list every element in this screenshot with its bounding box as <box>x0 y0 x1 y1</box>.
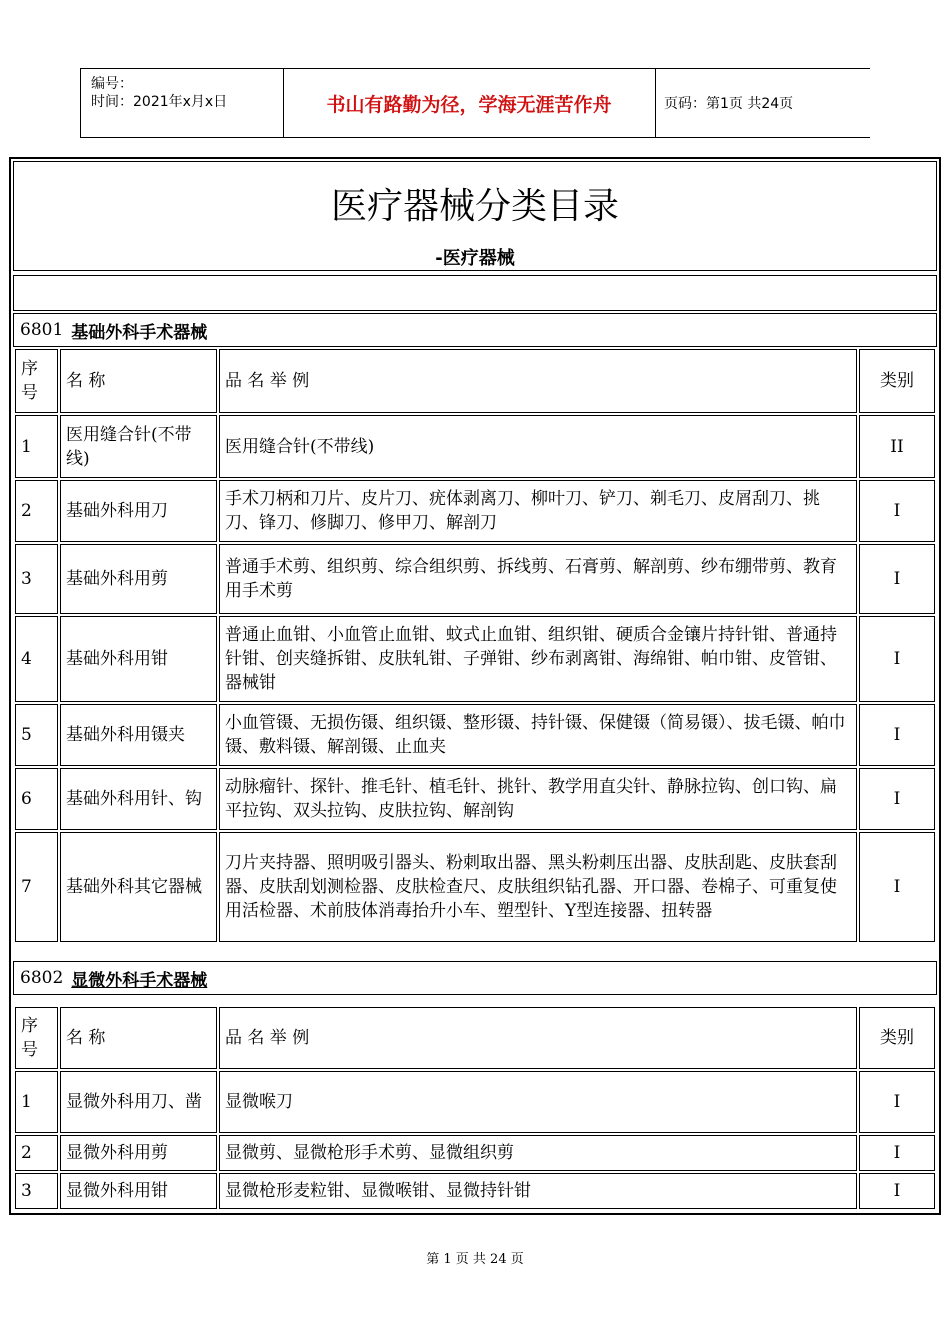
row-class: I <box>859 704 935 766</box>
row-no: 3 <box>15 544 58 614</box>
row-no: 5 <box>15 704 58 766</box>
row-no: 2 <box>15 1135 58 1171</box>
table-row <box>15 616 935 702</box>
header-meta <box>80 69 284 137</box>
row-examples: 小血管镊、无损伤镊、组织镊、整形镊、持针镊、保健镊（简易镊）、拔毛镊、帕巾镊、敷料镊、解剖镊、止血夹 <box>219 704 857 766</box>
row-examples: 刀片夹持器、照明吸引器头、粉刺取出器、黑头粉刺压出器、皮肤刮匙、皮肤套刮器、皮肤刮划测检器、皮肤检查尺、皮肤组织钻孔器、开口器、卷棉子、可重复使用活检器、术前肢体消毒抬升小车、塑型针、Y型连接器、扭转器 <box>219 832 857 942</box>
row-class: I <box>859 480 935 542</box>
col-header-examples: 品 名 举 例 <box>219 349 857 413</box>
row-no: 7 <box>15 832 58 942</box>
table-header-row <box>15 349 935 413</box>
table-row <box>15 1135 935 1171</box>
table-row <box>15 768 935 830</box>
row-name: 显微外科用剪 <box>60 1135 217 1171</box>
row-examples: 普通止血钳、小血管止血钳、蚊式止血钳、组织钳、硬质合金镶片持针钳、普通持针钳、创夹缝拆钳、皮肤轧钳、子弹钳、纱布剥离钳、海绵钳、帕巾钳、皮管钳、器械钳 <box>219 616 857 702</box>
row-class: I <box>859 768 935 830</box>
row-class: I <box>859 1071 935 1133</box>
row-examples: 普通手术剪、组织剪、综合组织剪、拆线剪、石膏剪、解剖剪、纱布绷带剪、教育用手术剪 <box>219 544 857 614</box>
row-no: 4 <box>15 616 58 702</box>
number-label: 编号： <box>91 76 133 92</box>
row-name: 基础外科用钳 <box>60 616 217 702</box>
section-code: 6801 <box>20 320 64 340</box>
page-header <box>80 68 870 138</box>
row-name: 基础外科其它器械 <box>60 832 217 942</box>
row-examples: 动脉瘤针、探针、推毛针、植毛针、挑针、教学用直尖针、静脉拉钩、创口钩、扁平拉钩、双头拉钩、皮肤拉钩、解剖钩 <box>219 768 857 830</box>
document-subtitle: -医疗器械 <box>435 248 515 269</box>
row-class: II <box>859 415 935 478</box>
row-name: 显微外科用钳 <box>60 1173 217 1209</box>
table-row <box>15 832 935 942</box>
row-class: I <box>859 616 935 702</box>
page-footer: 第 1 页 共 24 页 <box>426 1252 524 1267</box>
section-code: 6802 <box>20 968 64 988</box>
row-name: 显微外科用刀、凿 <box>60 1071 217 1133</box>
section-table-6801 <box>13 347 937 944</box>
time-label: 时间：2021年x月x日 <box>91 94 228 110</box>
col-header-class: 类别 <box>859 349 935 413</box>
row-no: 3 <box>15 1173 58 1209</box>
table-header-row <box>15 1007 935 1069</box>
col-header-name: 名 称 <box>60 1007 217 1069</box>
col-header-name: 名 称 <box>60 349 217 413</box>
header-motto: 书山有路勤为径，学海无涯苦作舟 <box>283 69 656 137</box>
section-heading-6801 <box>13 313 937 347</box>
row-no: 1 <box>15 415 58 478</box>
table-row <box>15 704 935 766</box>
row-no: 2 <box>15 480 58 542</box>
row-examples: 手术刀柄和刀片、皮片刀、疣体剥离刀、柳叶刀、铲刀、剃毛刀、皮屑刮刀、挑刀、锋刀、修脚刀、修甲刀、解剖刀 <box>219 480 857 542</box>
col-header-examples: 品 名 举 例 <box>219 1007 857 1069</box>
table-row <box>15 544 935 614</box>
row-no: 6 <box>15 768 58 830</box>
section-heading-6802 <box>13 961 937 995</box>
row-examples: 显微枪形麦粒钳、显微喉钳、显微持针钳 <box>219 1173 857 1209</box>
row-examples: 医用缝合针(不带线) <box>219 415 857 478</box>
col-header-class: 类别 <box>859 1007 935 1069</box>
row-name: 基础外科用镊夹 <box>60 704 217 766</box>
row-class: I <box>859 544 935 614</box>
col-header-no: 序号 <box>15 1007 58 1069</box>
row-name: 基础外科用刀 <box>60 480 217 542</box>
table-row <box>15 415 935 478</box>
blank-row <box>13 275 937 311</box>
row-no: 1 <box>15 1071 58 1133</box>
header-page-info: 页码：第1页 共24页 <box>664 96 794 112</box>
row-class: I <box>859 832 935 942</box>
table-row <box>15 1173 935 1209</box>
section-name: 显微外科手术器械 <box>71 970 208 991</box>
row-class: I <box>859 1173 935 1209</box>
col-header-no: 序号 <box>15 349 58 413</box>
document-title: 医疗器械分类目录 <box>330 186 619 227</box>
row-examples: 显微喉刀 <box>219 1071 857 1133</box>
row-examples: 显微剪、显微枪形手术剪、显微组织剪 <box>219 1135 857 1171</box>
table-row <box>15 1071 935 1133</box>
section-table-6802 <box>13 1005 937 1211</box>
section-name: 基础外科手术器械 <box>71 322 208 343</box>
catalog-document <box>9 157 941 1215</box>
title-block <box>13 161 937 271</box>
row-name: 医用缝合针(不带线) <box>60 415 217 478</box>
row-name: 基础外科用剪 <box>60 544 217 614</box>
row-class: I <box>859 1135 935 1171</box>
table-row <box>15 480 935 542</box>
row-name: 基础外科用针、钩 <box>60 768 217 830</box>
